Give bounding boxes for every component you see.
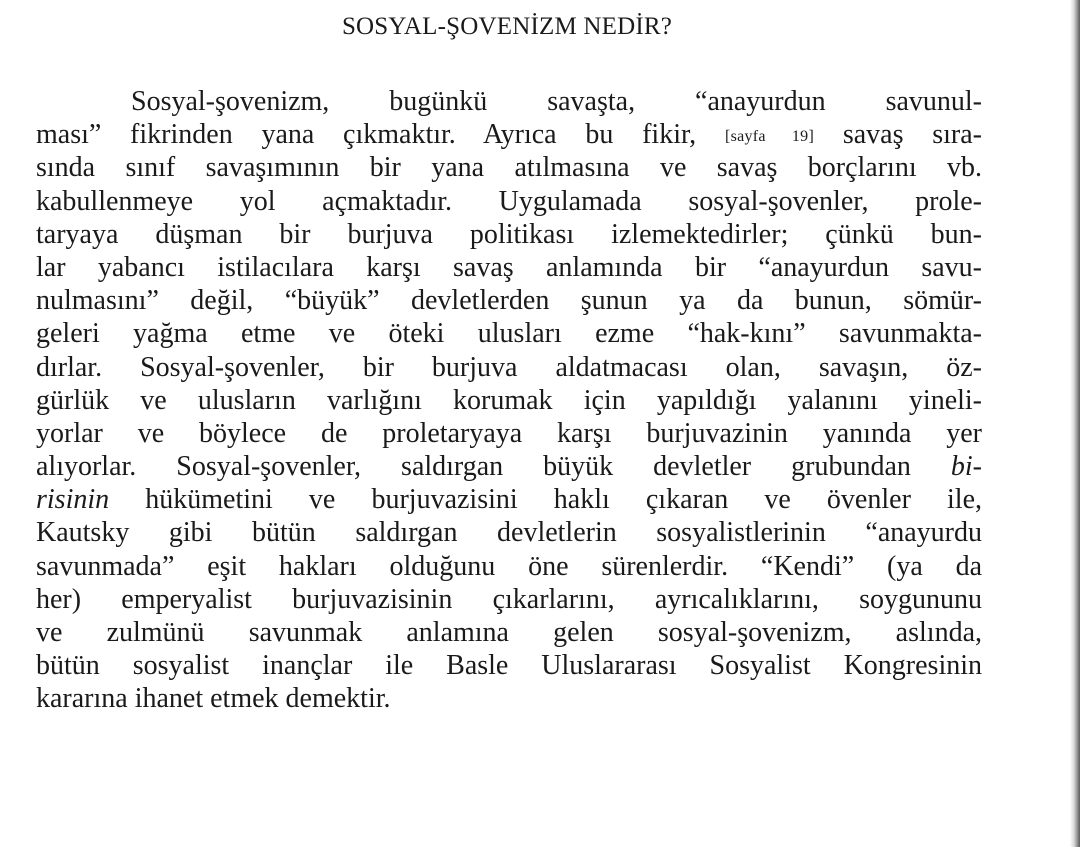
- text-segment: sında sınıf savaşımının bir yana atılmasına ve savaş borçlarını vb.: [36, 152, 982, 184]
- text-line: [36, 317, 982, 350]
- body-paragraph: [36, 85, 982, 716]
- text-line: [36, 351, 982, 384]
- text-segment: taryaya düşman bir burjuva politikası izlemektedirler; çünkü bun-: [36, 218, 982, 250]
- text-line: [36, 682, 982, 715]
- text-line: [36, 516, 982, 549]
- text-segment: dırlar. Sosyal-şovenler, bir burjuva aldatmacası olan, savaşın, öz-: [36, 351, 982, 383]
- text-segment: lar yabancı istilacılara karşı savaş anlamında bir “anayurdun savu-: [36, 251, 982, 283]
- italic-emphasis: bi-: [950, 451, 982, 483]
- text-segment: Sosyal-şovenizm, bugünkü savaşta, “anayurdun savunul-: [131, 86, 982, 117]
- text-segment: kabullenmeye yol açmaktadır. Uygulamada sosyal-şovenler, prole-: [36, 185, 982, 217]
- text-segment: hükümetini ve burjuvazisini haklı çıkaran ve övenler ile,: [109, 484, 982, 516]
- text-segment: ması” fikrinden yana çıkmaktır. Ayrıca bu fikir,: [36, 119, 725, 151]
- chapter-title: SOSYAL-ŞOVENİZM NEDİR?: [341, 13, 673, 40]
- text-line: [36, 550, 982, 583]
- text-segment: ve zulmünü savunmak anlamına gelen sosyal-şovenizm, aslında,: [36, 617, 982, 648]
- page-reference: [sayfa 19]: [724, 128, 815, 146]
- text-line: [36, 251, 982, 284]
- text-line: [36, 284, 982, 317]
- text-line: [36, 384, 982, 417]
- text-line: [36, 118, 982, 151]
- text-line: [36, 649, 982, 682]
- text-line: [36, 450, 982, 483]
- text-segment: alıyorlar. Sosyal-şovenler, saldırgan büyük devletler grubundan: [36, 451, 951, 483]
- text-line: [36, 483, 982, 516]
- text-line: [36, 218, 982, 251]
- text-segment: nulmasını” değil, “büyük” devletlerden şunun ya da bunun, sömür-: [36, 285, 982, 317]
- text-line: [36, 417, 982, 450]
- text-segment: yorlar ve böylece de proletaryaya karşı burjuvazinin yanında yer: [36, 417, 982, 449]
- text-line: [36, 185, 982, 218]
- text-line: [36, 85, 982, 118]
- text-line: [36, 151, 982, 184]
- text-segment: geleri yağma etme ve öteki ulusları ezme “hak-kını” savunmakta-: [36, 318, 982, 350]
- text-segment: Kautsky gibi bütün saldırgan devletlerin sosyalistlerinin “anayurdu: [36, 517, 982, 549]
- text-segment: savunmada” eşit hakları olduğunu öne sürenlerdir. “Kendi” (ya da: [36, 550, 982, 582]
- text-segment: gürlük ve ulusların varlığını korumak için yapıldığı yalanını yineli-: [36, 384, 982, 416]
- text-segment: her) emperyalist burjuvazisinin çıkarlarını, ayrıcalıklarını, soygununu: [36, 583, 982, 615]
- text-line: [36, 616, 982, 649]
- text-line: [36, 583, 982, 616]
- page-edge-shadow: [1070, 0, 1080, 847]
- text-segment: kararına ihanet etmek demektir.: [36, 683, 391, 715]
- italic-emphasis: risinin: [36, 484, 110, 516]
- text-segment: savaş sıra-: [814, 119, 983, 151]
- text-segment: bütün sosyalist inançlar ile Basle Uluslararası Sosyalist Kongresinin: [36, 650, 982, 682]
